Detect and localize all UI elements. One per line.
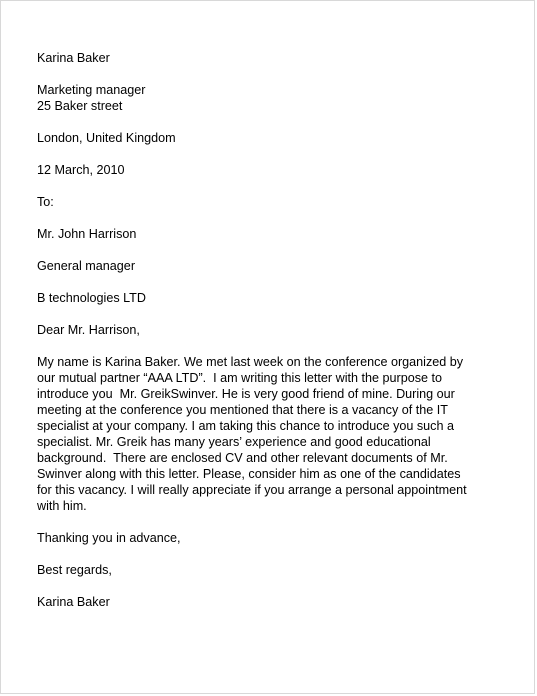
spacer — [37, 210, 507, 226]
recipient-company: B technologies LTD — [37, 291, 146, 305]
sender-title: Marketing manager — [37, 83, 146, 97]
sender-street: 25 Baker street — [37, 99, 123, 113]
closing-line: Best regards, — [37, 563, 112, 577]
salutation: Dear Mr. Harrison, — [37, 323, 140, 337]
letter-body — [37, 354, 507, 514]
spacer — [37, 546, 507, 562]
body-line: with him. — [37, 499, 87, 513]
spacer — [37, 242, 507, 258]
spacer — [37, 338, 507, 354]
sender-name: Karina Baker — [37, 51, 110, 65]
sender-city: London, United Kingdom — [37, 131, 176, 145]
recipient-title: General manager — [37, 259, 136, 273]
spacer — [37, 146, 507, 162]
recipient-name: Mr. John Harrison — [37, 227, 137, 241]
spacer — [37, 306, 507, 322]
letter-date: 12 March, 2010 — [37, 163, 125, 177]
to-label: To: — [37, 195, 54, 209]
spacer — [37, 178, 507, 194]
body-line: specialist. Mr. Greik has many years’ experience and good educational — [37, 435, 431, 449]
spacer — [37, 114, 507, 130]
spacer — [37, 274, 507, 290]
body-line: My name is Karina Baker. We met last week on the conference organized by — [37, 355, 464, 369]
letter-text — [37, 50, 507, 610]
body-line: background. There are enclosed CV and other relevant documents of Mr. — [37, 451, 448, 465]
signature-name: Karina Baker — [37, 595, 110, 609]
spacer — [37, 578, 507, 594]
body-line: for this vacancy. I will really appreciate if you arrange a personal appointment — [37, 483, 467, 497]
body-line: specialist at your company. I am taking this chance to introduce you such a — [37, 419, 454, 433]
body-line: introduce you Mr. GreikSwinver. He is very good friend of mine. During our — [37, 387, 455, 401]
body-line: meeting at the conference you mentioned that there is a vacancy of the IT — [37, 403, 448, 417]
thanks-line: Thanking you in advance, — [37, 531, 181, 545]
spacer — [37, 66, 507, 82]
body-line: Swinver along with this letter. Please, consider him as one of the candidates — [37, 467, 461, 481]
spacer — [37, 514, 507, 530]
body-line: our mutual partner “AAA LTD”. I am writing this letter with the purpose to — [37, 371, 443, 385]
